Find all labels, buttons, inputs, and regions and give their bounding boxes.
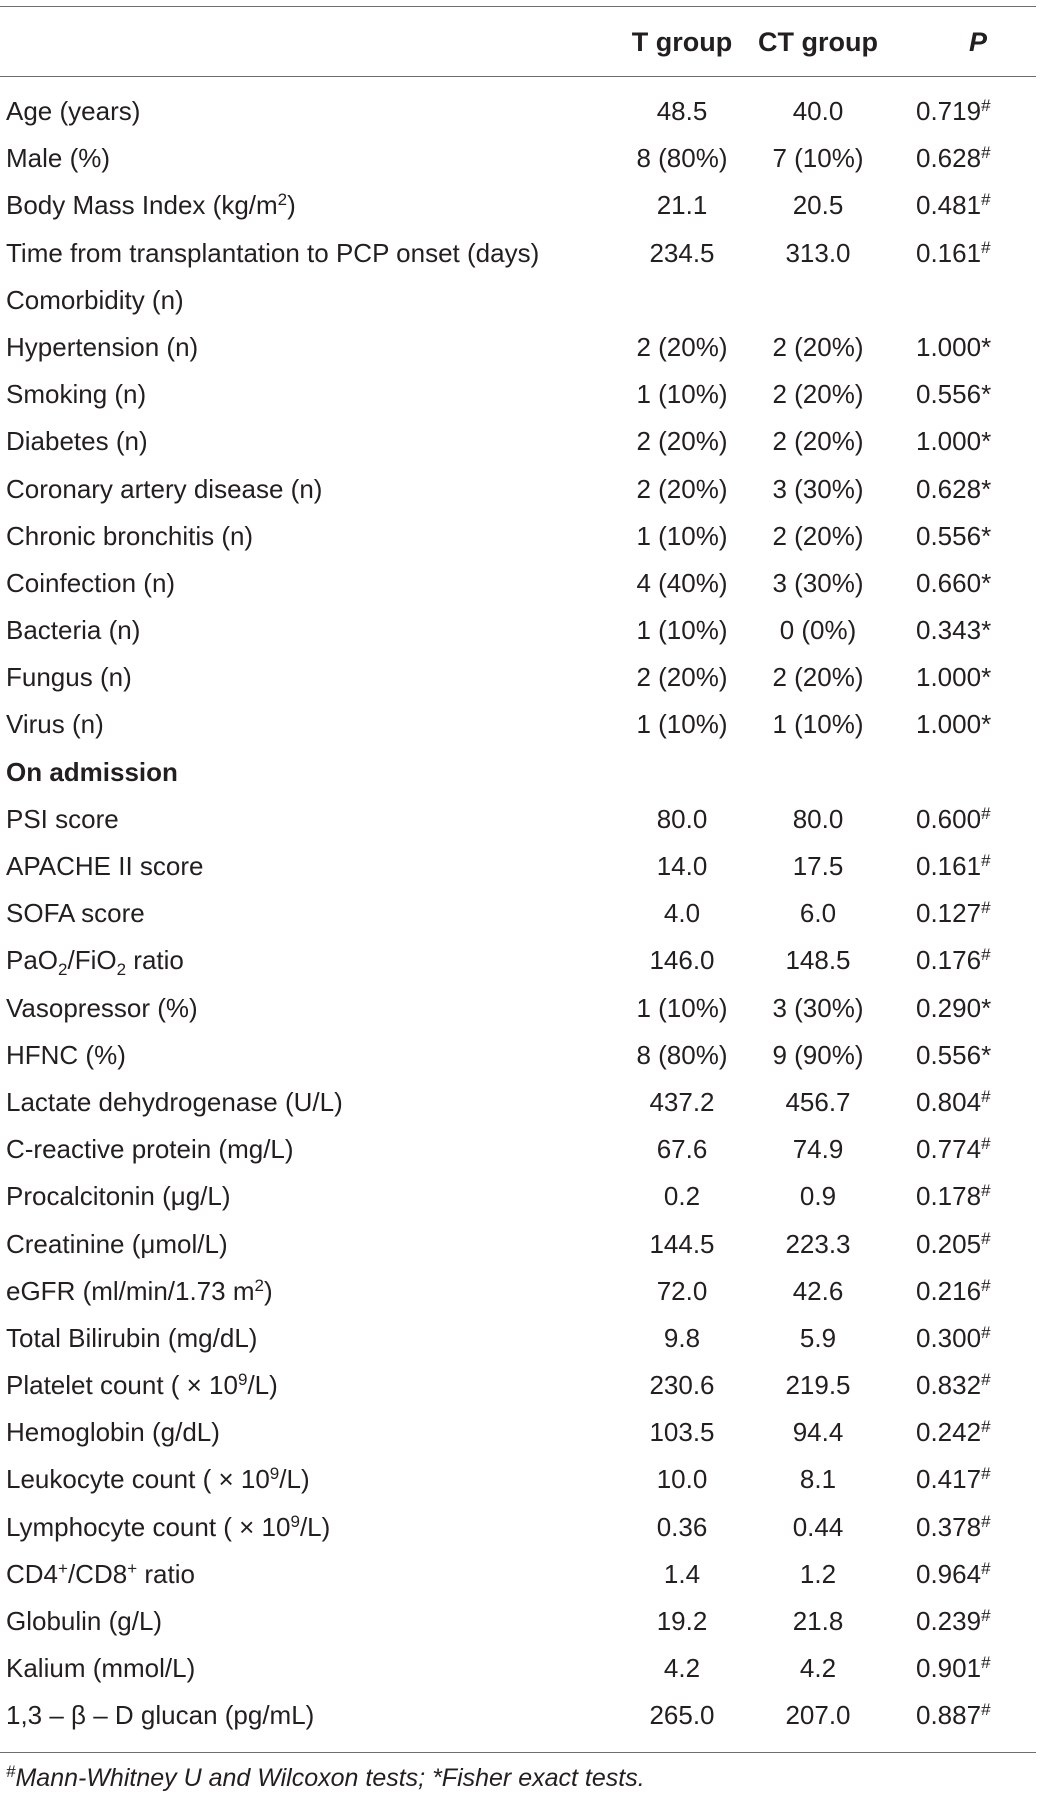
ct-group-value: 94.4 <box>792 1417 844 1448</box>
p-number: 0.556 <box>916 1039 982 1070</box>
ct-group-value: 40.0 <box>792 96 844 126</box>
table-header <box>0 6 1036 76</box>
t-group-value: 21.1 <box>656 190 708 221</box>
p-value <box>916 890 1026 937</box>
table-row <box>0 937 1036 984</box>
p-value <box>916 937 1026 984</box>
table-row <box>0 466 1036 513</box>
row-label: Chronic bronchitis (n) <box>6 520 254 551</box>
label-text: Leukocyte count ( × 10 <box>6 1464 270 1495</box>
label-text: Body Mass Index (kg/m <box>6 190 278 221</box>
row-label <box>6 1362 278 1409</box>
t-group-value: 146.0 <box>649 945 715 976</box>
label-text: eGFR (ml/min/1.73 m <box>6 1275 255 1306</box>
table-row <box>0 135 1036 182</box>
table-row <box>0 1456 1036 1503</box>
p-number: 0.804 <box>916 1086 982 1117</box>
label-superscript: + <box>127 1558 138 1578</box>
table-row <box>0 1362 1036 1409</box>
ct-group-value: 0 (0%) <box>779 615 857 646</box>
p-value <box>916 88 1026 135</box>
ct-group-value: 74.9 <box>792 1134 844 1165</box>
table-row <box>0 985 1036 1032</box>
t-group-value: 48.5 <box>656 96 708 126</box>
p-value <box>916 843 1026 890</box>
t-group-value: 19.2 <box>656 1606 708 1636</box>
table-row <box>0 230 1036 277</box>
ct-group-value: 8.1 <box>799 1464 837 1495</box>
table-row <box>0 1126 1036 1173</box>
ct-group-value: 2 (20%) <box>772 520 864 551</box>
p-number: 0.239 <box>916 1606 982 1636</box>
t-group-value: 8 (80%) <box>636 143 728 174</box>
row-label <box>6 937 184 984</box>
test-mark: # <box>981 1606 991 1625</box>
p-number: 0.660 <box>916 567 982 598</box>
row-label: Comorbidity (n) <box>6 284 184 315</box>
test-mark: # <box>981 898 991 918</box>
row-label <box>6 1551 195 1598</box>
p-number: 0.719 <box>916 96 982 126</box>
p-value <box>916 230 1026 277</box>
test-mark: # <box>981 945 991 965</box>
t-group-value: 4.2 <box>663 1653 701 1684</box>
t-group-value: 230.6 <box>649 1370 715 1401</box>
ct-group-value: 6.0 <box>799 898 837 929</box>
table-row <box>0 371 1036 418</box>
test-mark: # <box>981 1181 991 1201</box>
p-value <box>916 371 1026 418</box>
p-value <box>916 1032 1026 1079</box>
table-row <box>0 1315 1036 1362</box>
table-row <box>0 88 1036 135</box>
ct-group-value: 223.3 <box>785 1228 851 1259</box>
ct-group-value: 42.6 <box>792 1275 844 1306</box>
t-group-value: 2 (20%) <box>636 426 728 457</box>
t-group-value: 1 (10%) <box>636 992 728 1023</box>
test-mark: * <box>981 709 992 740</box>
p-number: 0.556 <box>916 379 982 410</box>
p-number: 0.176 <box>916 945 982 976</box>
p-number: 0.964 <box>916 1558 982 1589</box>
test-mark: # <box>981 1275 991 1295</box>
p-number: 1.000 <box>916 662 982 693</box>
row-label <box>6 182 296 229</box>
row-label: Hypertension (n) <box>6 331 199 362</box>
label-text: ) <box>263 1275 273 1306</box>
row-label: Procalcitonin (μg/L) <box>6 1181 231 1212</box>
table-row <box>0 1504 1036 1551</box>
test-mark: # <box>981 1464 991 1484</box>
p-number: 1.000 <box>916 709 982 740</box>
t-group-value: 9.8 <box>663 1322 701 1353</box>
row-label: Total Bilirubin (mg/dL) <box>6 1322 258 1353</box>
ct-group-value: 2 (20%) <box>772 662 864 693</box>
ct-group-value: 4.2 <box>799 1653 837 1684</box>
p-value <box>916 1315 1026 1362</box>
test-mark: * <box>981 379 992 410</box>
p-number: 0.178 <box>916 1181 982 1212</box>
p-number: 0.556 <box>916 520 982 551</box>
test-mark: # <box>981 1653 991 1673</box>
p-number: 0.343 <box>916 615 982 646</box>
table-body <box>0 88 1036 1740</box>
ct-group-value: 80.0 <box>792 803 844 834</box>
p-number: 0.216 <box>916 1275 982 1306</box>
ct-group-value: 1.2 <box>799 1558 837 1589</box>
ct-group-value: 0.44 <box>792 1511 844 1542</box>
row-label: Diabetes (n) <box>6 426 148 457</box>
table-row <box>0 1692 1036 1739</box>
p-value <box>916 1456 1026 1503</box>
ct-group-value: 17.5 <box>792 851 844 881</box>
table-row <box>0 1551 1036 1598</box>
p-number: 0.832 <box>916 1370 982 1401</box>
header-p-value: P <box>968 27 987 57</box>
label-text: ratio <box>137 1558 195 1589</box>
table-row <box>0 890 1036 937</box>
p-number: 0.161 <box>916 851 982 881</box>
table-row <box>0 1032 1036 1079</box>
p-value <box>916 1173 1026 1220</box>
ct-group-value: 21.8 <box>792 1606 844 1636</box>
test-mark: * <box>981 992 992 1023</box>
row-label: Smoking (n) <box>6 379 147 410</box>
t-group-value: 80.0 <box>656 803 708 834</box>
test-mark: * <box>981 1039 992 1070</box>
p-value <box>916 796 1026 843</box>
test-mark: * <box>981 615 992 646</box>
table-row-group-label <box>0 277 1036 324</box>
table-row <box>0 418 1036 465</box>
row-label: Lactate dehydrogenase (U/L) <box>6 1086 343 1117</box>
test-mark: # <box>981 190 991 210</box>
label-superscript: 2 <box>254 1275 264 1295</box>
label-superscript: 2 <box>277 190 288 210</box>
table-row <box>0 1079 1036 1126</box>
ct-group-value: 3 (30%) <box>772 473 864 504</box>
t-group-value: 67.6 <box>656 1134 708 1165</box>
header-ct-group: CT group <box>758 27 878 57</box>
ct-group-value: 0.9 <box>799 1181 837 1212</box>
table-row <box>0 324 1036 371</box>
table-row <box>0 796 1036 843</box>
p-number: 0.887 <box>916 1700 982 1731</box>
test-mark: * <box>981 662 992 693</box>
test-mark: * <box>981 473 992 504</box>
footnote-text: Mann-Whitney U and Wilcoxon tests; *Fisher exact tests. <box>15 1764 645 1792</box>
p-value <box>916 1645 1026 1692</box>
table-row <box>0 182 1036 229</box>
t-group-value: 0.2 <box>663 1181 701 1212</box>
test-mark: * <box>981 331 992 362</box>
label-text: /L) <box>299 1511 331 1542</box>
p-value <box>916 701 1026 748</box>
label-superscript: + <box>58 1558 68 1578</box>
row-label: Male (%) <box>6 143 111 174</box>
ct-group-value: 148.5 <box>785 945 851 976</box>
ct-group-value: 456.7 <box>785 1086 851 1117</box>
row-label: Time from transplantation to PCP onset (days) <box>6 237 540 268</box>
table-row <box>0 654 1036 701</box>
test-mark: # <box>981 1511 991 1531</box>
t-group-value: 234.5 <box>649 237 715 268</box>
table-bottom-rule <box>0 1752 1036 1753</box>
test-mark: # <box>981 96 991 115</box>
p-value <box>916 135 1026 182</box>
p-number: 0.378 <box>916 1511 982 1542</box>
table-row <box>0 701 1036 748</box>
p-value <box>916 1551 1026 1598</box>
ct-group-value: 2 (20%) <box>772 379 864 410</box>
t-group-value: 0.36 <box>656 1511 708 1542</box>
test-mark: * <box>981 567 992 598</box>
row-label: Age (years) <box>6 96 141 126</box>
ct-group-value: 7 (10%) <box>772 143 864 174</box>
t-group-value: 2 (20%) <box>636 473 728 504</box>
label-text: Lymphocyte count ( × 10 <box>6 1511 291 1542</box>
test-mark: * <box>981 426 992 457</box>
p-value <box>916 985 1026 1032</box>
p-value <box>916 1504 1026 1551</box>
p-value <box>916 324 1026 371</box>
row-label: Vasopressor (%) <box>6 992 198 1023</box>
t-group-value: 103.5 <box>649 1417 715 1448</box>
row-label: Coronary artery disease (n) <box>6 473 323 504</box>
t-group-value: 4 (40%) <box>636 567 728 598</box>
test-mark: # <box>981 851 991 870</box>
table-row <box>0 560 1036 607</box>
label-superscript: 9 <box>237 1370 248 1390</box>
ct-group-value: 5.9 <box>799 1322 837 1353</box>
row-label: Globulin (g/L) <box>6 1606 163 1636</box>
table-footnote <box>6 1764 645 1793</box>
row-label: Hemoglobin (g/dL) <box>6 1417 220 1448</box>
p-value <box>916 1692 1026 1739</box>
t-group-value: 1 (10%) <box>636 615 728 646</box>
row-label: C-reactive protein (mg/L) <box>6 1134 294 1165</box>
test-mark: # <box>981 1558 991 1578</box>
t-group-value: 1.4 <box>663 1558 701 1589</box>
p-number: 0.242 <box>916 1417 982 1448</box>
p-number: 0.417 <box>916 1464 982 1495</box>
label-superscript: 9 <box>269 1464 280 1484</box>
p-value <box>916 466 1026 513</box>
p-value <box>916 1126 1026 1173</box>
table-row <box>0 1645 1036 1692</box>
row-label: Fungus (n) <box>6 662 132 693</box>
label-text: ratio <box>126 945 184 976</box>
t-group-value: 437.2 <box>649 1086 715 1117</box>
p-number: 0.901 <box>916 1653 982 1684</box>
p-number: 0.774 <box>916 1134 982 1165</box>
section-label: On admission <box>6 756 178 787</box>
test-mark: # <box>981 1134 991 1154</box>
test-mark: # <box>981 1086 991 1106</box>
footnote-mark: # <box>6 1762 16 1781</box>
test-mark: # <box>981 143 991 163</box>
test-mark: # <box>981 1228 991 1248</box>
t-group-value: 4.0 <box>663 898 701 929</box>
t-group-value: 1 (10%) <box>636 709 728 740</box>
p-value <box>916 654 1026 701</box>
t-group-value: 10.0 <box>656 1464 708 1495</box>
test-mark: * <box>981 520 992 551</box>
p-number: 0.205 <box>916 1228 982 1259</box>
row-label: HFNC (%) <box>6 1039 126 1070</box>
test-mark: # <box>981 1700 991 1720</box>
row-label: Bacteria (n) <box>6 615 141 646</box>
p-number: 0.628 <box>916 143 982 174</box>
row-label: 1,3 – β – D glucan (pg/mL) <box>6 1700 315 1731</box>
p-value <box>916 607 1026 654</box>
table-row <box>0 1268 1036 1315</box>
ct-group-value: 9 (90%) <box>772 1039 864 1070</box>
row-label <box>6 1504 330 1551</box>
t-group-value: 72.0 <box>656 1275 708 1306</box>
p-value <box>916 182 1026 229</box>
row-label: SOFA score <box>6 898 145 929</box>
t-group-value: 144.5 <box>649 1228 715 1259</box>
t-group-value: 2 (20%) <box>636 662 728 693</box>
p-number: 0.127 <box>916 898 982 929</box>
header-t-group: T group <box>631 27 733 57</box>
row-label: Kalium (mmol/L) <box>6 1653 196 1684</box>
t-group-value: 14.0 <box>656 851 708 881</box>
test-mark: # <box>981 237 991 257</box>
ct-group-value: 207.0 <box>785 1700 851 1731</box>
label-text: ) <box>287 190 296 221</box>
ct-group-value: 2 (20%) <box>772 331 864 362</box>
ct-group-value: 3 (30%) <box>772 567 864 598</box>
t-group-value: 265.0 <box>649 1700 715 1731</box>
label-text: /FiO <box>67 945 117 976</box>
p-number: 0.600 <box>916 803 982 834</box>
p-number: 1.000 <box>916 331 982 362</box>
label-text: /CD8 <box>67 1558 128 1589</box>
p-number: 0.290 <box>916 992 982 1023</box>
table-header-rule <box>0 76 1036 77</box>
table-row <box>0 607 1036 654</box>
p-value <box>916 513 1026 560</box>
test-mark: # <box>981 1322 991 1342</box>
p-number: 0.481 <box>916 190 982 221</box>
ct-group-value: 313.0 <box>785 237 851 268</box>
t-group-value: 8 (80%) <box>636 1039 728 1070</box>
label-text: CD4 <box>6 1558 59 1589</box>
table-row <box>0 1173 1036 1220</box>
row-label: Coinfection (n) <box>6 567 176 598</box>
label-text: /L) <box>279 1464 310 1495</box>
row-label: PSI score <box>6 803 119 834</box>
row-label: Creatinine (μmol/L) <box>6 1228 228 1259</box>
ct-group-value: 1 (10%) <box>772 709 864 740</box>
table-section-heading <box>0 749 1036 796</box>
table-row <box>0 1221 1036 1268</box>
label-text: Platelet count ( × 10 <box>6 1370 238 1401</box>
ct-group-value: 219.5 <box>785 1370 851 1401</box>
p-value <box>916 1598 1026 1645</box>
p-value <box>916 1221 1026 1268</box>
ct-group-value: 2 (20%) <box>772 426 864 457</box>
ct-group-value: 20.5 <box>792 190 844 221</box>
p-value <box>916 1409 1026 1456</box>
t-group-value: 1 (10%) <box>636 520 728 551</box>
p-number: 1.000 <box>916 426 982 457</box>
p-number: 0.628 <box>916 473 982 504</box>
test-mark: # <box>981 1370 991 1390</box>
table-row <box>0 513 1036 560</box>
table-row <box>0 1598 1036 1645</box>
ct-group-value: 3 (30%) <box>772 992 864 1023</box>
label-text: PaO <box>6 945 59 976</box>
p-value <box>916 1268 1026 1315</box>
table-row <box>0 1409 1036 1456</box>
p-value <box>916 560 1026 607</box>
row-label <box>6 1268 273 1315</box>
table-row <box>0 843 1036 890</box>
label-subscript: 2 <box>116 960 127 980</box>
test-mark: # <box>981 1417 991 1437</box>
t-group-value: 2 (20%) <box>636 331 728 362</box>
t-group-value: 1 (10%) <box>636 379 728 410</box>
label-superscript: 9 <box>290 1511 300 1531</box>
p-number: 0.161 <box>916 237 982 268</box>
label-text: /L) <box>247 1370 278 1401</box>
p-value <box>916 418 1026 465</box>
p-value <box>916 1079 1026 1126</box>
p-number: 0.300 <box>916 1322 982 1353</box>
row-label: Virus (n) <box>6 709 104 740</box>
test-mark: # <box>981 803 991 823</box>
p-value <box>916 1362 1026 1409</box>
label-subscript: 2 <box>58 960 68 980</box>
row-label: APACHE II score <box>6 851 204 881</box>
row-label <box>6 1456 310 1503</box>
